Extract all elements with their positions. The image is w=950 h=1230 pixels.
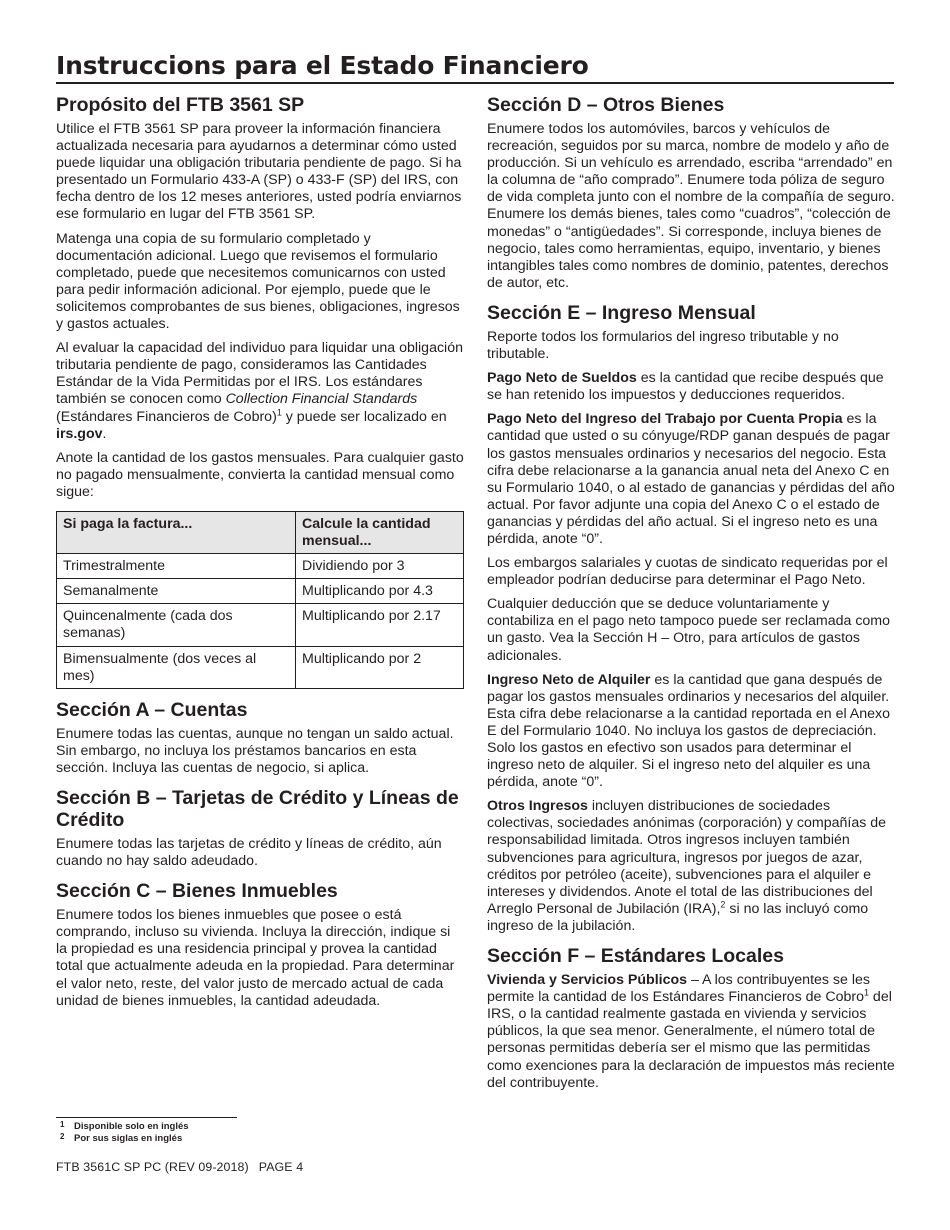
- section-f: [487, 945, 895, 1092]
- table-cell-frequency: Bimensualmente (dos veces al mes): [57, 646, 296, 688]
- table-cell-calculation: Dividiendo por 3: [296, 554, 464, 579]
- section-a: [56, 699, 464, 777]
- footnote-2: [56, 1133, 356, 1145]
- section-a-paragraph: Enumere todas las cuentas, aunque no tengan un saldo actual. Sin embargo, no incluya los préstamos bancarios en esta sección. Incluya las cuentas de negocio, si aplica.: [56, 725, 454, 776]
- purpose-p3-text-b: (Estándares Financieros de Cobro): [56, 408, 277, 425]
- section-d: [487, 94, 895, 292]
- table-header-row: [57, 511, 464, 553]
- section-f-paragraph: [487, 972, 895, 1092]
- housing-utilities-term: Vivienda y Servicios Públicos: [487, 972, 688, 989]
- net-wages-text: es la cantidad que recibe después que se han retenido los impuestos y deducciones requeridos.: [487, 370, 884, 404]
- purpose-p3-text-c: y puede ser localizado en: [281, 408, 447, 425]
- table-row: [57, 554, 464, 579]
- table-cell-frequency: Quincenalmente (cada dos semanas): [57, 604, 296, 646]
- net-wages-term: Pago Neto de Sueldos: [487, 370, 637, 387]
- table-row: [57, 579, 464, 604]
- footnote-rule: [56, 1117, 237, 1118]
- footnote-2-number: 2: [60, 1131, 65, 1141]
- other-income-text: incluyen distribuciones de sociedades colectivas, sociedades anónimas (corporación) y compañías de responsabilidad limitada. Otros ingresos incluyen también subvenciones para agricultura, ingresos por juegos de azar, créditos por petróleo (aceite), subvenciones para el alquiler e intereses y dividendos. Anote el total de las distribuciones del Arreglo Personal de Jubilación (IRA),: [487, 798, 887, 917]
- rental-income-text: es la cantidad que gana después de pagar los gastos mensuales ordinarios y necesarios del alquiler. Esta cifra debe relacionarse a la cantidad reportada en el Anexo E del Formulario 1040. No incluya los gastos de depreciación. Solo los gastos en efectivo son usados para determinar el ingreso neto de alquiler. Si el ingreso neto del alquiler es una pérdida, anote “0”.: [487, 671, 891, 791]
- section-e-paragraph-3: [487, 411, 895, 548]
- section-e-paragraph-1: Reporte todos los formularios del ingreso tributable y no tributable.: [487, 328, 839, 363]
- purpose-heading: Propósito del FTB 3561 SP: [56, 94, 305, 116]
- section-c-heading: Sección C – Bienes Inmuebles: [56, 880, 338, 903]
- section-b-paragraph: Enumere todas las tarjetas de crédito y líneas de crédito, aún cuando no hay saldo adeudado.: [56, 836, 442, 870]
- footnote-ref-1b: 1: [863, 987, 869, 998]
- section-c: [56, 880, 464, 1010]
- section-e-heading: Sección E – Ingreso Mensual: [487, 301, 756, 324]
- purpose-paragraph-2: Matenga una copia de su formulario completado y documentación adicional. Luego que revisemos el formulario completado, puede que necesitemos comunicarnos con usted para pedir información adicional. Por ejemplo, puede que le solicitemos comprobantes de sus bienes, obligaciones, ingresos y gastos actuales.: [56, 230, 460, 333]
- housing-utilities-text: – A los contribuyentes se les permite la cantidad de los Estándares Financieros de Cobro: [487, 972, 870, 1006]
- page-number: PAGE 4: [258, 1160, 304, 1174]
- purpose-section: [56, 94, 464, 689]
- footnote-ref-1: 1: [276, 406, 282, 417]
- table-cell-calculation: Multiplicando por 2: [296, 646, 464, 688]
- self-employment-text: es la cantidad que usted o su cónyuge/RDP ganan después de pagar los gastos mensuales ordinarios y necesarios del negocio. Esta cifra debe relacionarse a la ganancia anual neta del Anexo C en su Formulario 1040, o al estado de ganancias y pérdidas del año actual. Por favor adjunte una copia del Anexo C o el estado de ganancias y pérdidas del año actual. Si el ingreso neto es una pérdida, anote “0”.: [487, 411, 895, 547]
- section-d-heading: Sección D – Otros Bienes: [487, 94, 725, 116]
- self-employment-term: Pago Neto del Ingreso del Trabajo por Cuenta Propia: [487, 411, 843, 428]
- section-f-heading: Sección F – Estándares Locales: [487, 945, 784, 968]
- purpose-p3-text-a: Al evaluar la capacidad del individuo para liquidar una obligación tributaria pendiente de pago, consideramos las Cantidades Estándar de la Vida Permitidas por el IRS. Los estándares también se conocen como: [56, 340, 463, 408]
- purpose-paragraph-1: Utilice el FTB 3561 SP para proveer la información financiera actualizada necesaria para ayudarnos a determinar cómo usted puede liquidar una obligación tributaria pendiente de pago. Si ha presentado un Formulario 433-A (SP) o 433-F (SP) del IRS, con fecha dentro de los 12 meses anteriores, usted podría enviarnos ese formulario en lugar del FTB 3561 SP.: [56, 121, 462, 223]
- table-row: [57, 604, 464, 646]
- right-column: [487, 94, 895, 1102]
- rental-income-term: Ingreso Neto de Alquiler: [487, 671, 651, 688]
- purpose-p3-italic: Collection Financial Standards: [225, 391, 418, 408]
- title-rule: [56, 82, 894, 84]
- section-e-paragraph-2: [487, 370, 895, 404]
- table-header-calculation: Calcule la cantidad mensual...: [296, 511, 464, 553]
- purpose-paragraph-3: [56, 340, 464, 443]
- form-identifier: FTB 3561C SP PC (REV 09-2018): [56, 1160, 249, 1174]
- table-row: [57, 646, 464, 688]
- footnotes: [56, 1121, 356, 1144]
- section-b-heading: Sección B – Tarjetas de Crédito y Líneas de Crédito: [56, 787, 459, 831]
- irs-gov-text: irs.gov: [56, 425, 103, 442]
- table-cell-frequency: Semanalmente: [57, 579, 296, 604]
- section-a-heading: Sección A – Cuentas: [56, 698, 248, 721]
- section-e: [487, 302, 895, 935]
- page-title: Instruccions para el Estado Financiero: [56, 51, 589, 80]
- footnote-2-text: Por sus siglas en inglés: [74, 1132, 183, 1144]
- other-income-term: Otros Ingresos: [487, 798, 588, 815]
- left-column: [56, 94, 464, 1020]
- footnote-1-text: Disponible solo en inglés: [74, 1121, 189, 1132]
- table-cell-calculation: Multiplicando por 4.3: [296, 579, 464, 604]
- footnote-1-number: 1: [60, 1120, 65, 1129]
- section-d-paragraph: Enumere todos los automóviles, barcos y vehículos de recreación, seguidos por su marca, nombre de modelo y año de producción. Si un vehículo es arrendado, escriba “arrendado” en la columna de “año comprado”. Enumere toda póliza de seguro de vida completa junto con el nombre de la compañía de seguro. Enumere los demás bienes, tales como “cuadros”, “colección de monedas” o “antigüedades”. Si corresponde, incluya bienes de negocio, tales como herramientas, equipo, inventario, y bienes intangibles tales como nombres de dominio, patentes, derechos de autor, etc.: [487, 121, 895, 291]
- section-e-paragraph-4: Los embargos salariales y cuotas de sindicato requeridas por el empleador podrían deducirse para determinar el Pago Neto.: [487, 555, 888, 589]
- section-e-paragraph-7: [487, 798, 895, 935]
- section-c-paragraph: Enumere todos los bienes inmuebles que posee o está comprando, incluso su vivienda. Incluya la dirección, indique si la propiedad es una residencia principal y provea la cantidad total que actualmente adeuda en la propiedad. Para determinar el valor neto, reste, del valor justo de mercado actual de cada unidad de bienes inmuebles, la cantidad adeudada.: [56, 907, 455, 1009]
- table-cell-calculation: Multiplicando por 2.17: [296, 604, 464, 646]
- housing-utilities-text-2: del IRS, o la cantidad realmente gastada en vivienda y servicios públicos, la que sea menor. Generalmente, el número total de personas permitidas debería ser el mismo que las permitidas como exenciones para la declaración de impuestos más reciente del contribuyente.: [487, 989, 895, 1091]
- payment-frequency-table: [56, 511, 464, 689]
- table-cell-frequency: Trimestralmente: [57, 554, 296, 579]
- footnote-ref-2: 2: [720, 899, 726, 910]
- table-header-frequency: Si paga la factura...: [57, 511, 296, 553]
- page-footer: [56, 1160, 313, 1175]
- footnote-1: [56, 1121, 356, 1133]
- section-e-paragraph-6: [487, 672, 895, 792]
- section-b: [56, 787, 464, 870]
- purpose-p3-text-d: .: [102, 425, 107, 442]
- section-e-paragraph-5: Cualquier deducción que se deduce voluntariamente y contabiliza en el pago neto tampoco puede ser reclamada como un gasto. Vea la Sección H – Otro, para artículos de gastos adicionales.: [487, 596, 891, 664]
- other-income-text-2: si no las incluyó como ingreso de la jubilación.: [487, 900, 869, 934]
- purpose-paragraph-4: Anote la cantidad de los gastos mensuales. Para cualquier gasto no pagado mensualmente, convierta la cantidad mensual como sigue:: [56, 449, 464, 500]
